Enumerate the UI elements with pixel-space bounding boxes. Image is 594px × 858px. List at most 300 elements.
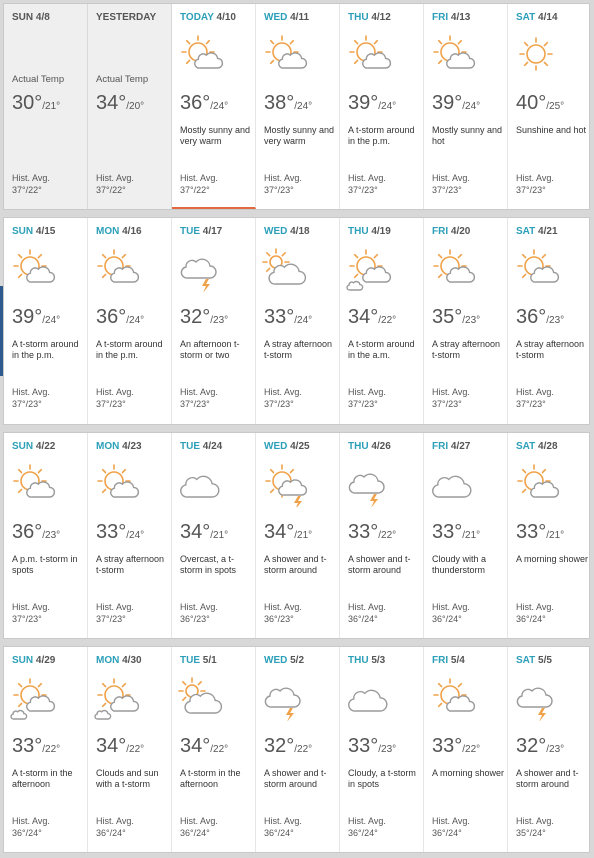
- day-date: 5/1: [202, 655, 217, 666]
- sun-cloud-icon: [430, 677, 478, 721]
- hist-avg-label: Hist. Avg.: [180, 387, 218, 397]
- day-label: [348, 441, 391, 452]
- thunder-cloud-icon: [178, 248, 226, 292]
- temperature: [180, 92, 228, 115]
- day-label: [432, 12, 470, 23]
- hist-avg-label: Hist. Avg.: [264, 387, 302, 397]
- day-cell[interactable]: [424, 433, 508, 638]
- hist-avg-label: Hist. Avg.: [348, 602, 386, 612]
- day-name: SAT: [516, 655, 536, 666]
- high-temp: 34°: [96, 735, 127, 757]
- day-name: TUE: [180, 655, 200, 666]
- temperature: [264, 735, 312, 758]
- day-name: SUN: [12, 226, 34, 237]
- low-temp: /24°: [294, 101, 313, 112]
- hist-avg-label: Hist. Avg.: [12, 173, 50, 183]
- sun-cloud-small-icon: [10, 677, 58, 721]
- hist-avg-label: Hist. Avg.: [348, 173, 386, 183]
- week-row-4: [3, 646, 590, 853]
- cloud-icon: [178, 463, 226, 507]
- day-name: SUN: [12, 12, 34, 23]
- forecast-description: Clouds and sun with a t-storm: [96, 768, 159, 789]
- hist-avg-label: Hist. Avg.: [432, 602, 470, 612]
- day-cell[interactable]: [172, 4, 256, 209]
- hist-avg-value: 36°/24°: [348, 828, 378, 838]
- low-temp: /24°: [210, 101, 229, 112]
- hist-avg-value: 37°/23°: [264, 399, 294, 409]
- day-date: 4/22: [35, 441, 56, 452]
- hist-avg-value: 37°/23°: [348, 185, 378, 195]
- hist-avg-label: Hist. Avg.: [432, 816, 470, 826]
- day-label: [96, 12, 156, 23]
- day-name: YESTERDAY: [96, 12, 157, 23]
- hist-avg-value: 37°/23°: [12, 399, 42, 409]
- low-temp: /24°: [126, 315, 145, 326]
- day-cell[interactable]: [4, 218, 88, 424]
- forecast-description: An afternoon t-storm or two: [180, 339, 240, 360]
- hist-avg-value: 36°/24°: [12, 828, 42, 838]
- historical-average: [516, 172, 554, 196]
- day-label: [432, 441, 470, 452]
- day-date: 4/23: [122, 441, 142, 452]
- low-temp: /22°: [462, 744, 481, 755]
- day-label: [516, 441, 558, 452]
- hist-avg-value: 36°/23°: [264, 614, 294, 624]
- hist-avg-label: Hist. Avg.: [180, 816, 218, 826]
- hist-avg-value: 36°/24°: [180, 828, 210, 838]
- historical-average: [432, 172, 470, 196]
- historical-average: [432, 815, 470, 839]
- day-label: [180, 226, 222, 237]
- low-temp: /21°: [294, 530, 313, 541]
- historical-average: [96, 386, 134, 410]
- temperature: [348, 521, 396, 544]
- day-label: [264, 441, 310, 452]
- historical-average: [264, 386, 302, 410]
- day-date: 4/8: [35, 12, 50, 23]
- historical-average: [516, 601, 554, 625]
- sun-cloud-small-icon: [94, 677, 142, 721]
- sun-cloud-icon: [514, 463, 562, 507]
- hist-avg-label: Hist. Avg.: [96, 387, 134, 397]
- historical-average: [96, 172, 134, 196]
- day-name: SAT: [516, 12, 536, 23]
- day-cell[interactable]: [424, 218, 508, 424]
- historical-average: [12, 815, 50, 839]
- cloud-icon: [430, 463, 478, 507]
- hist-avg-label: Hist. Avg.: [96, 816, 134, 826]
- high-temp: 33°: [348, 735, 379, 757]
- forecast-description: Cloudy, a t-storm in spots: [348, 768, 416, 789]
- historical-average: [96, 815, 134, 839]
- day-cell[interactable]: [508, 647, 589, 852]
- hist-avg-value: 37°/22°: [180, 185, 210, 195]
- hist-avg-label: Hist. Avg.: [432, 173, 470, 183]
- low-temp: /23°: [42, 530, 61, 541]
- hist-avg-label: Hist. Avg.: [96, 602, 134, 612]
- forecast-description: A morning shower: [432, 768, 505, 778]
- day-label: [12, 226, 55, 237]
- temperature: [348, 306, 396, 329]
- temperature: [180, 735, 228, 758]
- actual-temp-label: Actual Temp: [12, 74, 65, 85]
- historical-average: [516, 815, 554, 839]
- day-date: 5/2: [290, 655, 305, 666]
- hist-avg-value: 37°/23°: [264, 185, 294, 195]
- hist-avg-label: Hist. Avg.: [516, 816, 554, 826]
- hist-avg-value: 36°/24°: [432, 614, 462, 624]
- historical-average: [348, 172, 386, 196]
- temperature: [516, 92, 564, 115]
- hist-avg-value: 36°/24°: [96, 828, 126, 838]
- day-name: SAT: [516, 441, 536, 452]
- forecast-description: Cloudy with a thunderstorm: [432, 554, 487, 575]
- high-temp: 36°: [516, 306, 547, 328]
- high-temp: 39°: [432, 92, 463, 114]
- week-row-2: [3, 217, 590, 425]
- sun-thunder-icon: [262, 463, 310, 507]
- historical-average: [180, 386, 218, 410]
- hist-avg-label: Hist. Avg.: [432, 387, 470, 397]
- historical-average: [264, 601, 302, 625]
- week-row-1: [3, 3, 590, 210]
- high-temp: 32°: [516, 735, 547, 757]
- high-temp: 33°: [264, 306, 295, 328]
- day-label: [432, 226, 470, 237]
- week-row-3: [3, 432, 590, 639]
- historical-average: [12, 601, 50, 625]
- sun-cloud-icon: [178, 34, 226, 78]
- day-cell[interactable]: [256, 433, 340, 638]
- day-cell[interactable]: [508, 218, 589, 424]
- hist-avg-value: 37°/23°: [96, 614, 126, 624]
- temperature: [180, 306, 228, 329]
- historical-average: [348, 601, 386, 625]
- day-label: [516, 226, 558, 237]
- forecast-description: Overcast, a t-storm in spots: [180, 554, 237, 575]
- temperature: [432, 735, 480, 758]
- hist-avg-label: Hist. Avg.: [180, 173, 218, 183]
- low-temp: /23°: [546, 744, 565, 755]
- day-cell[interactable]: [88, 647, 172, 852]
- hist-avg-value: 35°/24°: [516, 828, 546, 838]
- day-cell[interactable]: [88, 218, 172, 424]
- temperature: [96, 92, 144, 115]
- day-name: TODAY: [180, 12, 214, 23]
- high-temp: 34°: [96, 92, 127, 114]
- day-date: 4/24: [202, 441, 223, 452]
- high-temp: 35°: [432, 306, 463, 328]
- day-date: 4/20: [450, 226, 471, 237]
- forecast-description: A t-storm around in the p.m.: [96, 339, 163, 360]
- high-temp: 32°: [264, 735, 295, 757]
- high-temp: 36°: [12, 521, 43, 543]
- sun-cloud-icon: [430, 248, 478, 292]
- temperature: [12, 735, 60, 758]
- temperature: [516, 735, 564, 758]
- temperature: [432, 521, 480, 544]
- day-name: THU: [348, 441, 369, 452]
- day-label: [264, 226, 310, 237]
- day-cell[interactable]: [172, 433, 256, 638]
- day-date: 4/19: [371, 226, 391, 237]
- day-cell[interactable]: [424, 4, 508, 209]
- day-label: [264, 12, 309, 23]
- hist-avg-value: 37°/23°: [96, 399, 126, 409]
- sun-cloud-icon: [514, 248, 562, 292]
- sun-cloud-icon: [346, 34, 394, 78]
- sun-cloud-icon: [10, 248, 58, 292]
- high-temp: 39°: [12, 306, 43, 328]
- hist-avg-value: 37°/23°: [432, 185, 462, 195]
- forecast-description: A t-storm in the afternoon: [180, 768, 241, 789]
- day-name: TUE: [180, 441, 200, 452]
- hist-avg-value: 37°/23°: [180, 399, 210, 409]
- partly-cloudy-icon: [262, 248, 310, 292]
- high-temp: 33°: [96, 521, 127, 543]
- day-name: FRI: [432, 12, 449, 23]
- forecast-description: A t-storm in the afternoon: [12, 768, 73, 789]
- day-name: THU: [348, 655, 369, 666]
- hist-avg-value: 37°/23°: [432, 399, 462, 409]
- day-label: [180, 12, 236, 23]
- day-cell[interactable]: [424, 647, 508, 852]
- day-cell[interactable]: [4, 647, 88, 852]
- hist-avg-label: Hist. Avg.: [12, 387, 50, 397]
- hist-avg-value: 37°/23°: [12, 614, 42, 624]
- day-cell[interactable]: [256, 218, 340, 424]
- forecast-description: A morning shower: [516, 554, 589, 564]
- day-cell[interactable]: [256, 4, 340, 209]
- low-temp: /20°: [126, 101, 145, 112]
- historical-average: [264, 172, 302, 196]
- forecast-description: A shower and t-storm around: [348, 554, 411, 575]
- day-cell[interactable]: [4, 433, 88, 638]
- low-temp: /22°: [210, 744, 229, 755]
- hist-avg-label: Hist. Avg.: [348, 816, 386, 826]
- day-date: 4/10: [216, 12, 236, 23]
- temperature: [348, 735, 396, 758]
- day-date: 4/12: [371, 12, 391, 23]
- day-name: THU: [348, 12, 369, 23]
- forecast-description: A stray afternoon t-storm: [264, 339, 333, 360]
- day-cell[interactable]: [340, 647, 424, 852]
- hist-avg-label: Hist. Avg.: [96, 173, 134, 183]
- low-temp: /21°: [42, 101, 61, 112]
- sun-cloud-icon: [430, 34, 478, 78]
- high-temp: 39°: [348, 92, 379, 114]
- temperature: [96, 521, 144, 544]
- temperature: [516, 306, 564, 329]
- day-label: [96, 655, 142, 666]
- day-label: [12, 12, 50, 23]
- hist-avg-value: 37°/22°: [96, 185, 126, 195]
- day-name: SUN: [12, 655, 34, 666]
- forecast-description: A p.m. t-storm in spots: [12, 554, 78, 575]
- day-date: 4/17: [202, 226, 223, 237]
- day-name: WED: [264, 441, 288, 452]
- high-temp: 34°: [348, 306, 379, 328]
- day-date: 5/3: [371, 655, 386, 666]
- high-temp: 36°: [96, 306, 127, 328]
- forecast-description: Mostly sunny and very warm: [264, 125, 335, 146]
- high-temp: 30°: [12, 92, 43, 114]
- hist-avg-value: 36°/24°: [348, 614, 378, 624]
- day-name: SAT: [516, 226, 536, 237]
- forecast-description: Mostly sunny and very warm: [180, 125, 251, 146]
- day-label: [348, 655, 385, 666]
- high-temp: 36°: [180, 92, 211, 114]
- temperature: [432, 92, 480, 115]
- day-name: MON: [96, 441, 120, 452]
- day-label: [348, 226, 391, 237]
- low-temp: /22°: [378, 315, 397, 326]
- thunder-cloud-icon: [262, 677, 310, 721]
- day-name: WED: [264, 655, 288, 666]
- low-temp: /24°: [462, 101, 481, 112]
- low-temp: /23°: [462, 315, 481, 326]
- hist-avg-label: Hist. Avg.: [12, 602, 50, 612]
- day-cell[interactable]: [340, 433, 424, 638]
- forecast-description: A stray afternoon t-storm: [516, 339, 585, 360]
- day-date: 4/29: [35, 655, 56, 666]
- day-label: [96, 441, 142, 452]
- low-temp: /22°: [126, 744, 145, 755]
- low-temp: /23°: [210, 315, 229, 326]
- forecast-description: A t-storm around in the p.m.: [12, 339, 79, 360]
- day-cell[interactable]: [508, 4, 589, 209]
- day-label: [264, 655, 304, 666]
- hist-avg-value: 37°/23°: [516, 185, 546, 195]
- day-label: [180, 655, 217, 666]
- temperature: [180, 521, 228, 544]
- day-date: 4/21: [538, 226, 558, 237]
- high-temp: 33°: [432, 735, 463, 757]
- historical-average: [180, 172, 218, 196]
- day-name: FRI: [432, 226, 449, 237]
- forecast-description: A shower and t-storm around: [516, 768, 579, 789]
- day-name: FRI: [432, 441, 449, 452]
- day-cell[interactable]: [88, 4, 172, 209]
- low-temp: /25°: [546, 101, 565, 112]
- low-temp: /22°: [294, 744, 313, 755]
- historical-average: [12, 172, 50, 196]
- historical-average: [432, 601, 470, 625]
- high-temp: 38°: [264, 92, 295, 114]
- hist-avg-label: Hist. Avg.: [348, 387, 386, 397]
- day-date: 4/26: [371, 441, 391, 452]
- high-temp: 40°: [516, 92, 547, 114]
- forecast-description: A t-storm around in the a.m.: [348, 339, 415, 360]
- thunder-cloud-icon: [346, 463, 394, 507]
- day-label: [516, 655, 552, 666]
- day-name: SUN: [12, 441, 34, 452]
- day-label: [12, 655, 55, 666]
- temperature: [96, 735, 144, 758]
- historical-average: [180, 815, 218, 839]
- sun-cloud-icon: [94, 248, 142, 292]
- forecast-description: Mostly sunny and hot: [432, 125, 503, 146]
- sun-icon: [514, 34, 562, 78]
- hist-avg-value: 36°/24°: [264, 828, 294, 838]
- historical-average: [12, 386, 50, 410]
- day-cell[interactable]: [256, 647, 340, 852]
- day-date: 5/5: [538, 655, 552, 666]
- high-temp: 33°: [432, 521, 463, 543]
- forecast-description: A stray afternoon t-storm: [96, 554, 165, 575]
- low-temp: /24°: [42, 315, 61, 326]
- day-cell[interactable]: [88, 433, 172, 638]
- partly-cloudy-icon: [178, 677, 226, 721]
- sun-cloud-icon: [94, 463, 142, 507]
- historical-average: [348, 386, 386, 410]
- day-date: 4/11: [290, 12, 310, 23]
- high-temp: 34°: [180, 521, 211, 543]
- day-date: 4/30: [122, 655, 142, 666]
- day-cell[interactable]: [508, 433, 589, 638]
- day-cell[interactable]: [172, 218, 256, 424]
- low-temp: /24°: [294, 315, 313, 326]
- cloud-icon: [346, 677, 394, 721]
- day-cell[interactable]: [340, 218, 424, 424]
- low-temp: /22°: [378, 530, 397, 541]
- forecast-description: A t-storm around in the p.m.: [348, 125, 415, 146]
- high-temp: 33°: [348, 521, 379, 543]
- temperature: [264, 306, 312, 329]
- high-temp: 33°: [516, 521, 547, 543]
- historical-average: [432, 386, 470, 410]
- hist-avg-label: Hist. Avg.: [264, 173, 302, 183]
- day-cell[interactable]: [4, 4, 88, 209]
- high-temp: 34°: [264, 521, 295, 543]
- day-cell[interactable]: [172, 647, 256, 852]
- day-date: 4/16: [122, 226, 142, 237]
- day-cell[interactable]: [340, 4, 424, 209]
- low-temp: /22°: [42, 744, 61, 755]
- day-date: 5/4: [450, 655, 465, 666]
- day-name: FRI: [432, 655, 449, 666]
- day-label: [12, 441, 55, 452]
- low-temp: /23°: [546, 315, 565, 326]
- historical-average: [348, 815, 386, 839]
- day-name: MON: [96, 655, 120, 666]
- day-name: TUE: [180, 226, 200, 237]
- day-label: [516, 12, 558, 23]
- hist-avg-value: 36°/23°: [180, 614, 210, 624]
- sun-cloud-icon: [262, 34, 310, 78]
- temperature: [432, 306, 480, 329]
- forecast-description: A shower and t-storm around: [264, 554, 327, 575]
- hist-avg-value: 37°/23°: [516, 399, 546, 409]
- low-temp: /24°: [378, 101, 397, 112]
- low-temp: /24°: [126, 530, 145, 541]
- sun-cloud-small-icon: [346, 248, 394, 292]
- hist-avg-label: Hist. Avg.: [264, 602, 302, 612]
- low-temp: /21°: [210, 530, 229, 541]
- day-label: [348, 12, 391, 23]
- day-date: 4/18: [290, 226, 310, 237]
- low-temp: /23°: [378, 744, 397, 755]
- hist-avg-label: Hist. Avg.: [12, 816, 50, 826]
- day-date: 4/15: [35, 226, 56, 237]
- forecast-description: Sunshine and hot: [516, 125, 587, 135]
- sun-cloud-icon: [10, 463, 58, 507]
- forecast-description: A stray afternoon t-storm: [432, 339, 501, 360]
- temperature: [12, 306, 60, 329]
- day-label: [180, 441, 222, 452]
- low-temp: /21°: [546, 530, 565, 541]
- day-label: [96, 226, 142, 237]
